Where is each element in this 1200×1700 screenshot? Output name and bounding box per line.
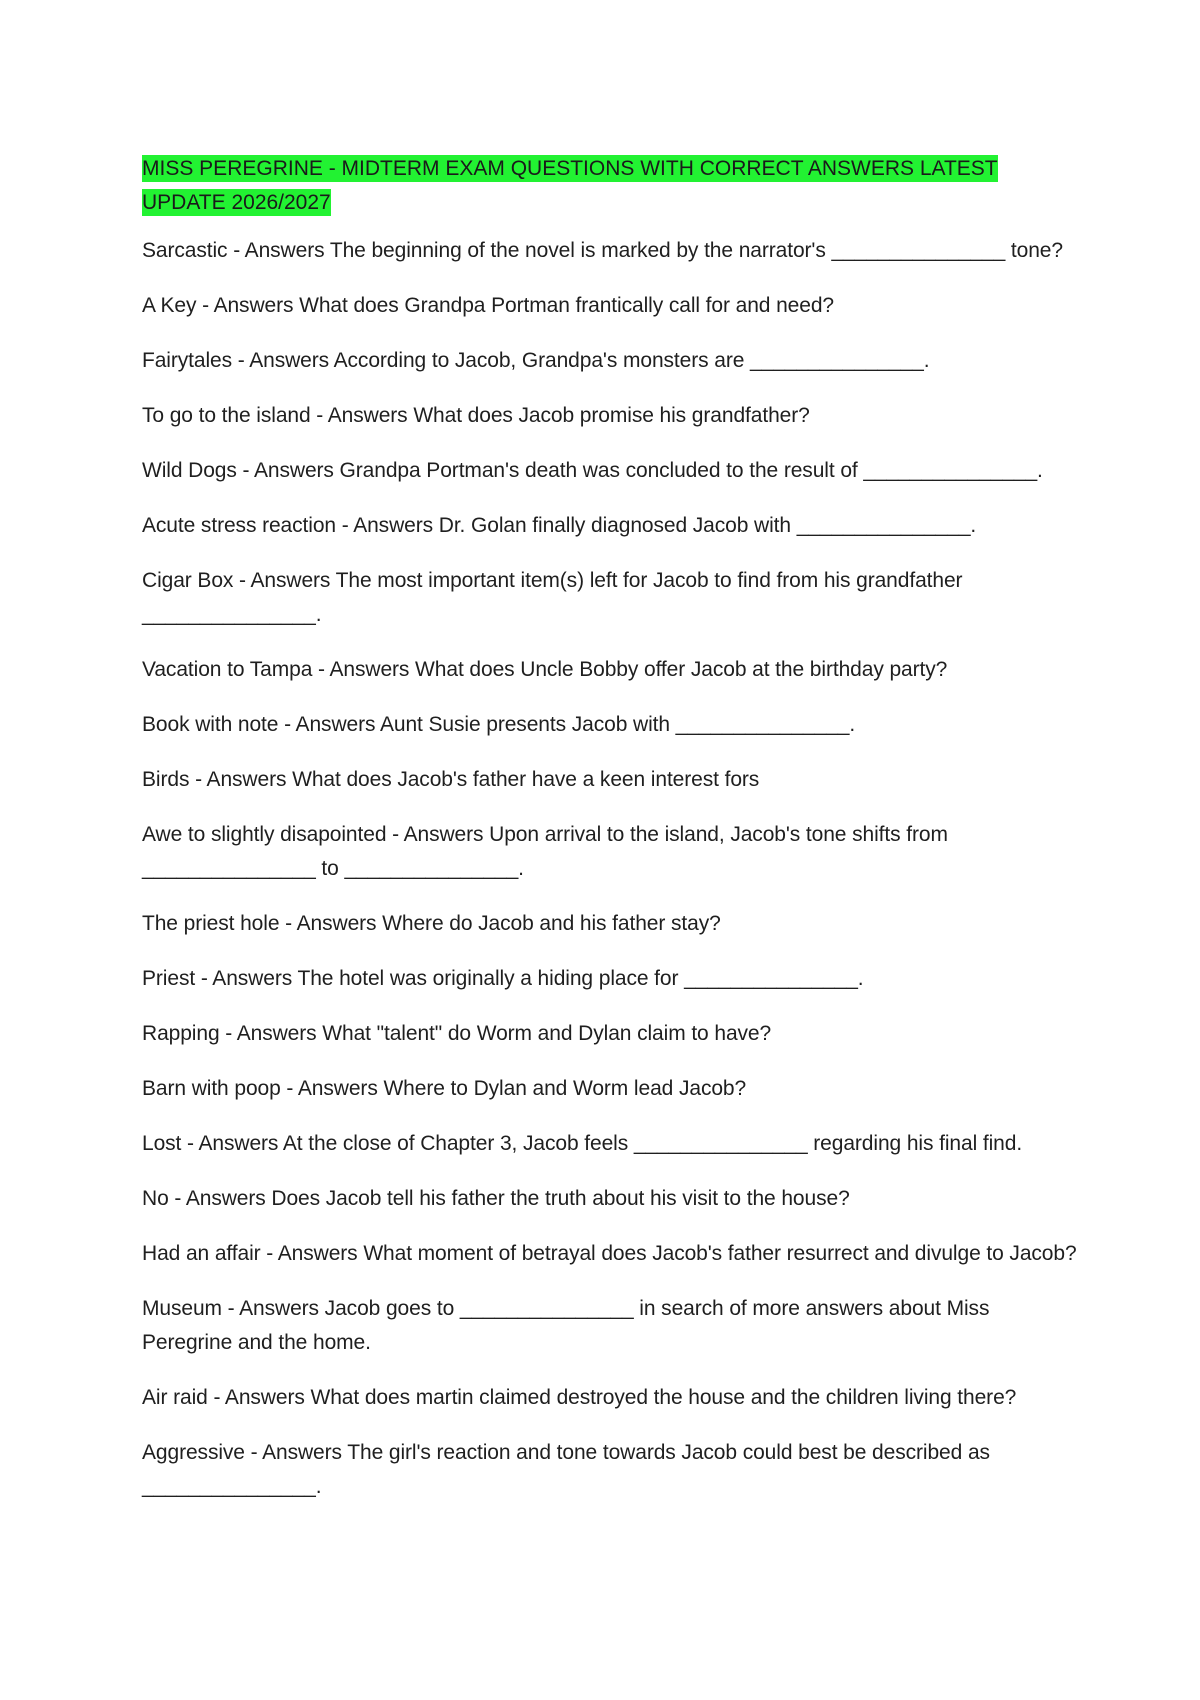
qa-item: No - Answers Does Jacob tell his father the truth about his visit to the house? bbox=[142, 1187, 850, 1210]
qa-item: A Key - Answers What does Grandpa Portman frantically call for and need? bbox=[142, 294, 834, 317]
qa-item: Museum - Answers Jacob goes to _______________ in search of more answers about Miss Peregrine and the home. bbox=[142, 1297, 990, 1354]
document-page bbox=[142, 152, 1082, 1525]
qa-item: Aggressive - Answers The girl's reaction and tone towards Jacob could best be described as _______________. bbox=[142, 1441, 990, 1498]
qa-item: Priest - Answers The hotel was originally a hiding place for _______________. bbox=[142, 967, 864, 990]
qa-item: To go to the island - Answers What does Jacob promise his grandfather? bbox=[142, 404, 810, 427]
qa-item: Barn with poop - Answers Where to Dylan and Worm lead Jacob? bbox=[142, 1077, 747, 1100]
qa-item: Birds - Answers What does Jacob's father have a keen interest fors bbox=[142, 768, 760, 791]
qa-item: Sarcastic - Answers The beginning of the novel is marked by the narrator's _______________ tone? bbox=[142, 239, 1063, 262]
document-title bbox=[142, 152, 1082, 220]
qa-item: Book with note - Answers Aunt Susie presents Jacob with _______________. bbox=[142, 713, 856, 736]
document-title-text: MISS PEREGRINE - MIDTERM EXAM QUESTIONS WITH CORRECT ANSWERS LATEST UPDATE 2026/2027 bbox=[142, 157, 998, 214]
qa-item: Lost - Answers At the close of Chapter 3, Jacob feels _______________ regarding his final find. bbox=[142, 1132, 1023, 1155]
qa-item: The priest hole - Answers Where do Jacob and his father stay? bbox=[142, 912, 721, 935]
qa-item: Acute stress reaction - Answers Dr. Golan finally diagnosed Jacob with _______________. bbox=[142, 514, 977, 537]
qa-item: Vacation to Tampa - Answers What does Uncle Bobby offer Jacob at the birthday party? bbox=[142, 658, 948, 681]
qa-item: Air raid - Answers What does martin claimed destroyed the house and the children living there? bbox=[142, 1386, 1017, 1409]
qa-item: Rapping - Answers What "talent" do Worm and Dylan claim to have? bbox=[142, 1022, 772, 1045]
qa-item: Wild Dogs - Answers Grandpa Portman's death was concluded to the result of _______________. bbox=[142, 459, 1043, 482]
qa-list bbox=[142, 234, 1082, 1504]
qa-item: Fairytales - Answers According to Jacob, Grandpa's monsters are _______________. bbox=[142, 349, 930, 372]
qa-item: Cigar Box - Answers The most important item(s) left for Jacob to find from his grandfather _______________. bbox=[142, 569, 963, 626]
qa-item: Awe to slightly disapointed - Answers Upon arrival to the island, Jacob's tone shifts from _______________ to _______________. bbox=[142, 823, 948, 880]
qa-item: Had an affair - Answers What moment of betrayal does Jacob's father resurrect and divulge to Jacob? bbox=[142, 1242, 1077, 1265]
